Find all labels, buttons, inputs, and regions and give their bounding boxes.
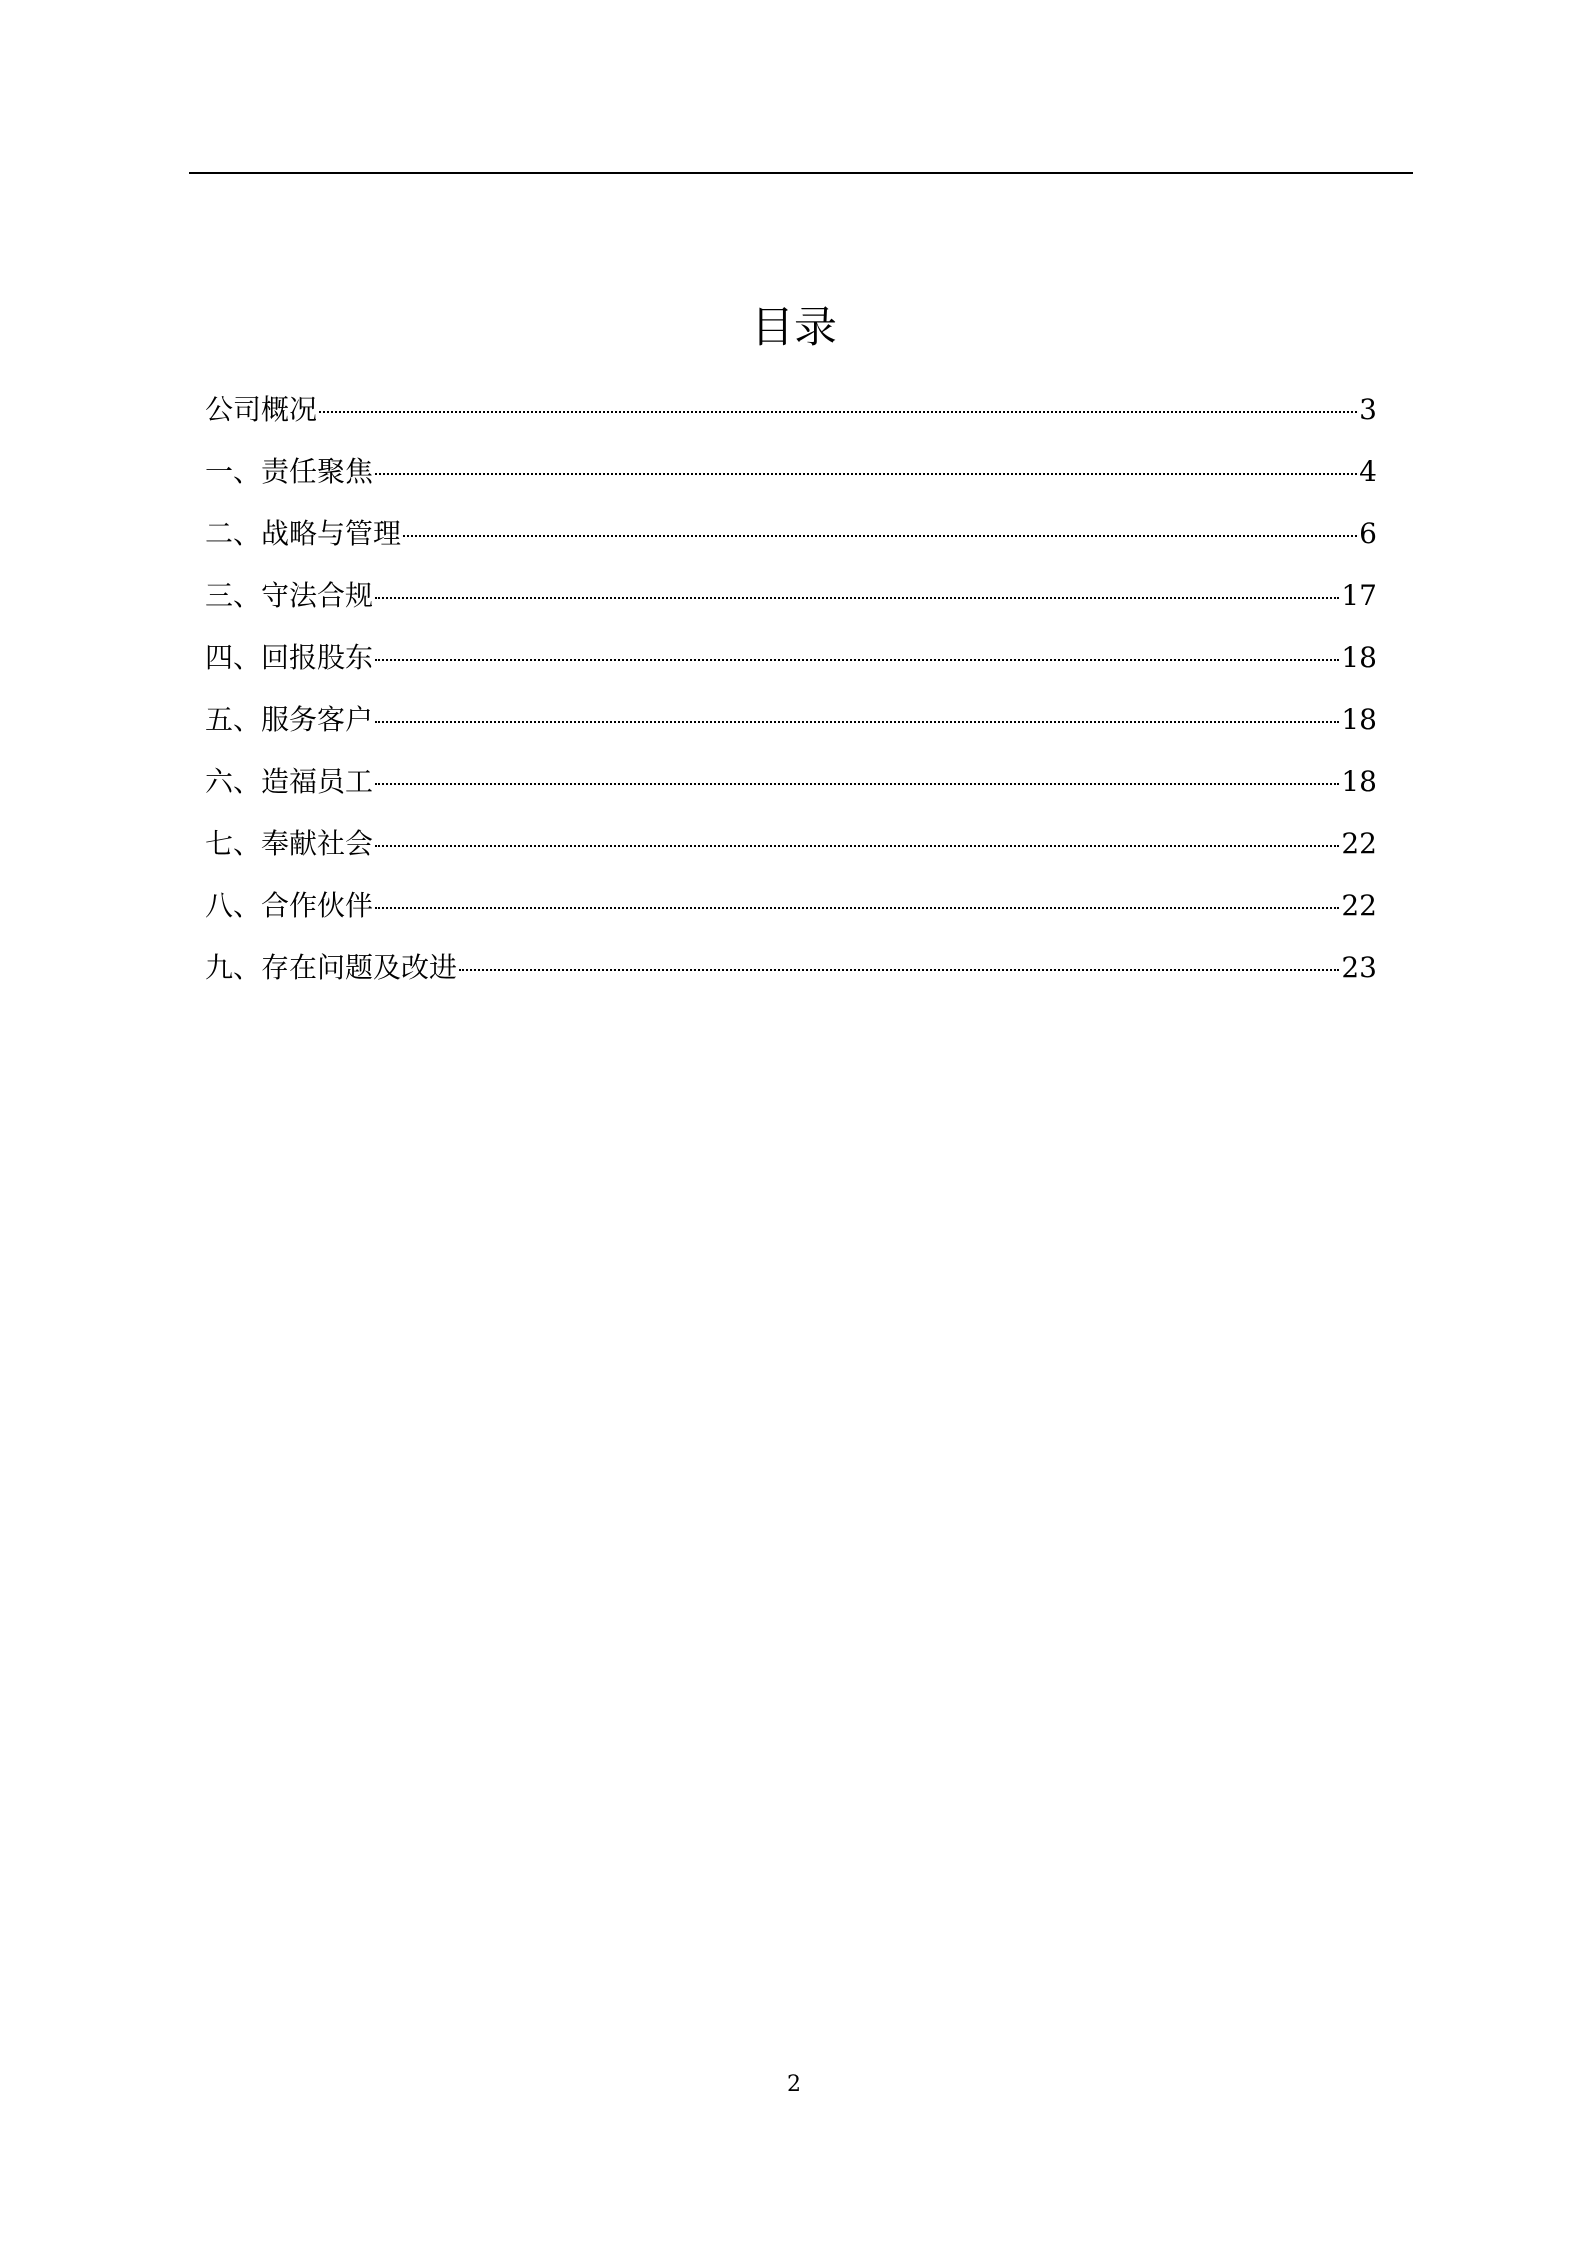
toc-entry-page: 6: [1359, 517, 1377, 550]
toc-entry-legal-compliance[interactable]: [205, 565, 1377, 627]
header-rule: [189, 172, 1413, 174]
toc-entry-issues-improvements[interactable]: [205, 937, 1377, 999]
toc-entry-label: 三、守法合规: [205, 579, 374, 612]
table-of-contents: [205, 379, 1377, 999]
toc-entry-label: 六、造福员工: [205, 765, 374, 798]
toc-dot-leader: [319, 411, 1357, 413]
toc-entry-responsibility-focus[interactable]: [205, 441, 1377, 503]
toc-entry-shareholder-returns[interactable]: [205, 627, 1377, 689]
toc-dot-leader: [375, 473, 1357, 475]
toc-entry-page: 23: [1341, 951, 1377, 984]
toc-entry-page: 18: [1341, 703, 1377, 736]
toc-entry-label: 八、合作伙伴: [205, 889, 374, 922]
toc-entry-label: 九、存在问题及改进: [205, 951, 458, 984]
toc-entry-page: 4: [1359, 455, 1377, 488]
toc-entry-label: 七、奉献社会: [205, 827, 374, 860]
toc-entry-company-overview[interactable]: [205, 379, 1377, 441]
footer-page-number: 2: [787, 2072, 801, 2097]
toc-entry-page: 3: [1359, 393, 1377, 426]
toc-entry-partners[interactable]: [205, 875, 1377, 937]
toc-dot-leader: [375, 845, 1339, 847]
toc-entry-page: 18: [1341, 641, 1377, 674]
toc-entry-page: 22: [1341, 889, 1377, 922]
toc-title: 目录: [751, 303, 837, 353]
toc-entry-strategy-management[interactable]: [205, 503, 1377, 565]
toc-entry-label: 二、战略与管理: [205, 517, 402, 550]
toc-dot-leader: [375, 659, 1339, 661]
toc-dot-leader: [459, 969, 1339, 971]
toc-dot-leader: [375, 721, 1339, 723]
toc-entry-page: 22: [1341, 827, 1377, 860]
toc-entry-label: 五、服务客户: [205, 703, 374, 736]
toc-dot-leader: [375, 907, 1339, 909]
toc-entry-page: 18: [1341, 765, 1377, 798]
toc-entry-customer-service[interactable]: [205, 689, 1377, 751]
toc-dot-leader: [375, 783, 1339, 785]
toc-dot-leader: [375, 597, 1339, 599]
toc-entry-page: 17: [1341, 579, 1377, 612]
toc-entry-employee-benefits[interactable]: [205, 751, 1377, 813]
toc-entry-label: 一、责任聚焦: [205, 455, 374, 488]
toc-entry-label: 四、回报股东: [205, 641, 374, 674]
toc-entry-social-contribution[interactable]: [205, 813, 1377, 875]
toc-entry-label: 公司概况: [205, 393, 318, 426]
toc-dot-leader: [403, 535, 1357, 537]
